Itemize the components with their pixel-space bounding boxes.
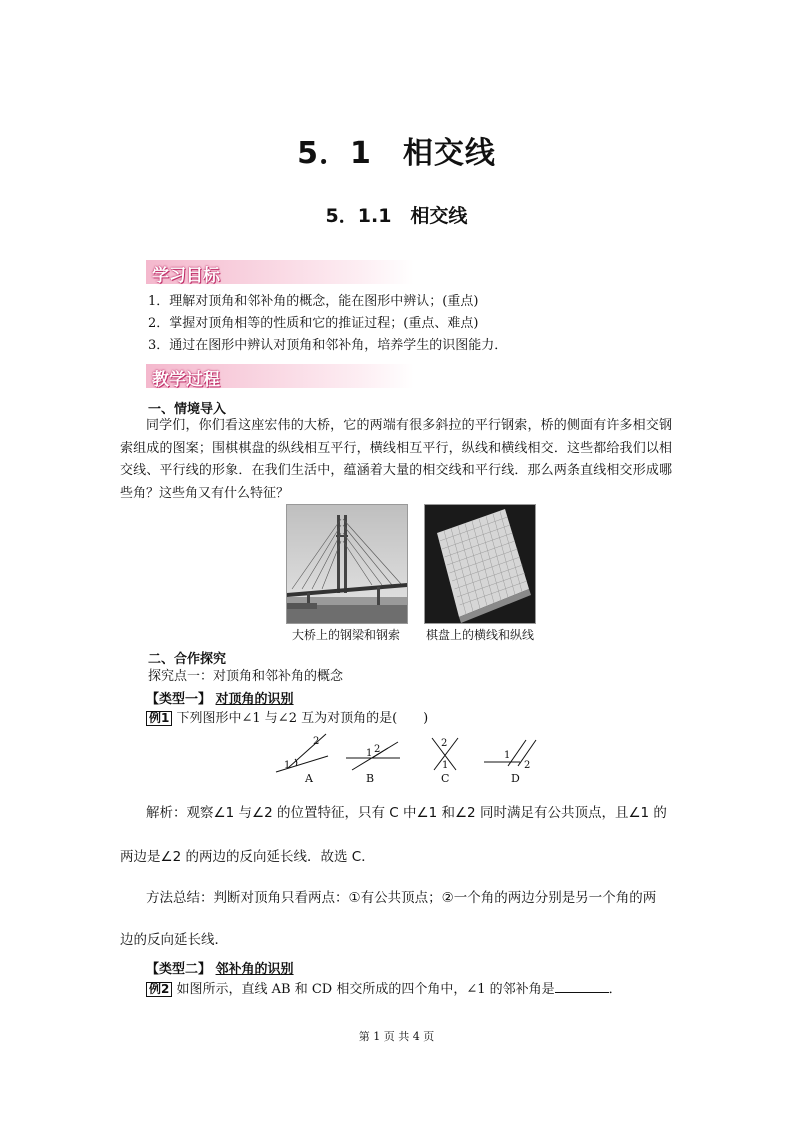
angle-label-2: 2 xyxy=(524,760,531,771)
angle-label-2: 2 xyxy=(374,744,381,755)
explore-point: 探究点一：对顶角和邻补角的概念 xyxy=(148,669,344,684)
summary-line: 方法总结：判断对顶角只看两点：①有公共顶点；②一个角的两边分别是另一个角的两 xyxy=(146,890,657,906)
analysis-line: 解析：观察∠1 与∠2 的位置特征，只有 C 中∠1 和∠2 同时满足有公共顶点，且∠1 的 xyxy=(146,805,667,821)
answer-blank[interactable] xyxy=(555,980,609,993)
page-footer: 第 1 页 共 4 页 xyxy=(358,1030,435,1043)
type-heading xyxy=(146,958,294,977)
angle-label-1: 1 xyxy=(442,760,449,771)
example-text: 如图所示，直线 AB 和 CD 相交所成的四个角中，∠1 的邻补角是 xyxy=(176,982,555,997)
section-heading: 二、合作探究 xyxy=(148,652,227,667)
analysis-line: 两边是∠2 的两边的反向延长线．故选 C． xyxy=(120,849,375,865)
section-subtitle: 5．1.1 相交线 xyxy=(325,205,468,227)
process-banner-label: 教学过程 xyxy=(152,370,220,390)
example-end: ． xyxy=(608,982,622,997)
type-title: 对顶角的识别 xyxy=(215,692,294,707)
type-heading xyxy=(146,688,294,707)
angle-label-2: 2 xyxy=(441,738,448,749)
figure-label-d: D xyxy=(511,772,520,785)
objective-item: 1．理解对顶角和邻补角的概念，能在图形中辨认；(重点) xyxy=(148,294,479,309)
example-label: 例2 xyxy=(146,982,172,997)
angle-label-1: 1 xyxy=(504,750,511,761)
summary-line: 边的反向延长线． xyxy=(120,932,228,948)
example-label: 例1 xyxy=(146,711,172,726)
objectives-banner xyxy=(146,260,414,284)
angle-figures xyxy=(268,728,558,786)
type-bracket: 【类型一】 xyxy=(146,692,212,707)
figure-label-b: B xyxy=(366,772,375,785)
bridge-photo xyxy=(286,504,408,624)
go-board-caption: 棋盘上的横线和纵线 xyxy=(425,628,534,642)
section-heading: 一、情境导入 xyxy=(148,402,227,417)
objective-item: 2．掌握对顶角相等的性质和它的推证过程；(重点、难点) xyxy=(148,316,479,331)
angle-label-1: 1 xyxy=(366,748,373,759)
figure-label-c: C xyxy=(441,772,450,785)
example-1 xyxy=(146,709,428,728)
type-bracket: 【类型二】 xyxy=(146,962,212,977)
process-banner xyxy=(146,364,414,388)
objective-item: 3．通过在图形中辨认对顶角和邻补角，培养学生的识图能力． xyxy=(148,338,508,353)
intro-paragraph: 同学们，你们看这座宏伟的大桥，它的两端有很多斜拉的平行钢索，桥的侧面有许多相交钢索组成的图案；围棋棋盘的纵线相互平行，横线相互平行，纵线和横线相交．这些都给我们以相交线、平行线的形象．在我们生活中，蕴涵着大量的相交线和平行线．那么两条直线相交形成哪些角？这些角又有什么特征？ xyxy=(120,418,672,501)
type-title: 邻补角的识别 xyxy=(215,962,294,977)
figure-b xyxy=(346,742,400,770)
example-text: 下列图形中∠1 与∠2 互为对顶角的是( ) xyxy=(176,711,429,726)
go-board-photo xyxy=(424,504,536,624)
bridge-caption: 大桥上的钢梁和钢索 xyxy=(291,628,400,642)
example-2 xyxy=(146,980,622,999)
figure-label-a: A xyxy=(305,772,313,785)
page-title: 5．1 相交线 xyxy=(297,136,496,171)
objectives-banner-label: 学习目标 xyxy=(152,266,220,286)
angle-label-1: 1 xyxy=(284,760,291,771)
angle-label-2: 2 xyxy=(313,736,320,747)
